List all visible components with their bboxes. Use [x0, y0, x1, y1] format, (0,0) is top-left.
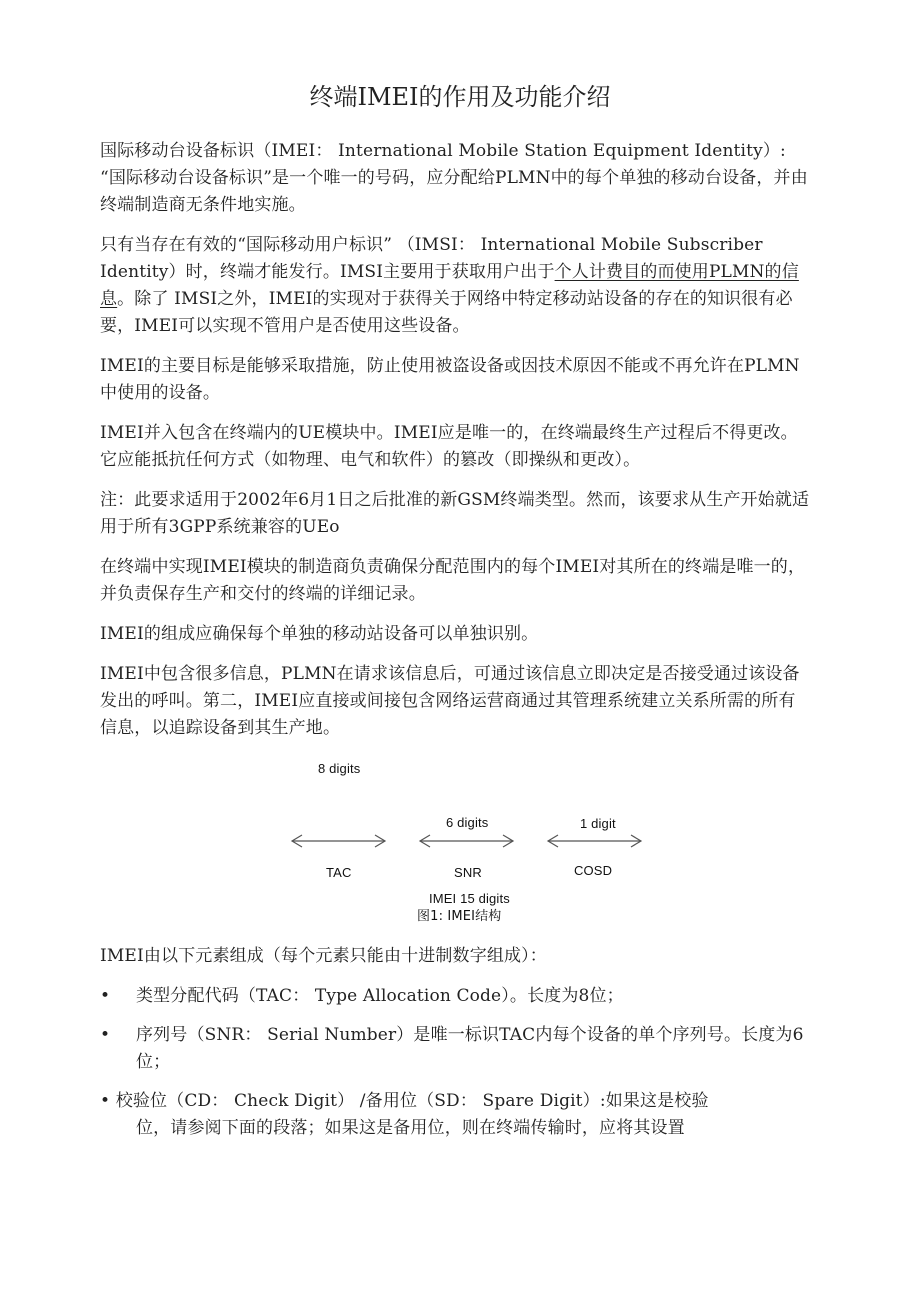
snr-digits-label: 6 digits [446, 815, 489, 830]
paragraph-imsi [100, 232, 812, 340]
paragraph-imsi-end: 。除了 IMSI之外，IMEI的实现对于获得关于网络中特定移动站设备的存在的知识很有必要，IMEI可以实现不管用户是否使用这些设备。 [100, 289, 793, 336]
paragraph-note: 注：此要求适用于2002年6月1日之后批准的新GSM终端类型。然而，该要求从生产开始就适用于所有3GPP系统兼容的UEo [100, 490, 810, 537]
paragraph-manufacturer: 在终端中实现IMEI模块的制造商负责确保分配范围内的每个IMEI对其所在的终端是唯一的，并负责保存生产和交付的终端的详细记录。 [100, 557, 806, 604]
paragraph-composition: IMEI的组成应确保每个单独的移动站设备可以单独识别。 [100, 624, 539, 644]
paragraph-imsi-start: 只有当存在有效的“国际移动用户标识” （IMSI： International Mobile Subscriber Identity）时，终端才能发行。IMSI主要用于获取用户出于 [100, 235, 763, 282]
document-title: 终端IMEI的作用及功能介绍 [309, 83, 611, 111]
bullet-tac-text: 类型分配代码（TAC： Type Allocation Code）。长度为8位； [136, 986, 624, 1006]
snr-arrow [420, 835, 513, 847]
tac-label: TAC [326, 865, 352, 880]
figure-caption: 图1: IMEI结构 [417, 909, 502, 924]
paragraph-imei-definition: 国际移动台设备标识（IMEI： International Mobile Station Equipment Identity）: “国际移动台设备标识”是一个唯一的号码，应分配给PLMN中的每个单独的移动台设备，并由终端制造商无条件地实施。 [100, 141, 808, 215]
bullet-mark: • [100, 986, 111, 1006]
imei-total-label: IMEI 15 digits [429, 891, 510, 906]
imei-structure-diagram [100, 755, 812, 925]
tac-digits-label: 8 digits [318, 761, 361, 776]
document-body [100, 138, 812, 1154]
bullet-snr-text: 序列号（SNR： Serial Number）是唯一标识TAC内每个设备的单个序列号。长度为6位； [136, 1025, 804, 1072]
bullet-tac [100, 983, 812, 1010]
tac-arrow [292, 835, 385, 847]
bullet-check-digit-head: • 校验位（CD： Check Digit） /备用位（SD： Spare Digit）:如果这是校验 [100, 1091, 709, 1111]
paragraph-imei-goal: IMEI的主要目标是能够采取措施，防止使用被盗设备或因技术原因不能或不再允许在PLMN中使用的设备。 [100, 356, 800, 403]
paragraph-ue-module: IMEI并入包含在终端内的UE模块中。IMEI应是唯一的，在终端最终生产过程后不得更改。它应能抵抗任何方式（如物理、电气和软件）的篡改（即操纵和更改）。 [100, 423, 798, 470]
bullet-snr [100, 1022, 812, 1076]
bullet-mark: • [100, 1025, 111, 1045]
paragraph-elements-intro: IMEI由以下元素组成（每个元素只能由十进制数字组成）： [100, 946, 547, 966]
paragraph-information: IMEI中包含很多信息，PLMN在请求该信息后，可通过该信息立即决定是否接受通过该设备发出的呼叫。第二，IMEI应直接或间接包含网络运营商通过其管理系统建立关系所需的所有信息，以追踪设备到其生产地。 [100, 664, 800, 738]
cd-label: COSD [574, 863, 613, 878]
bullet-check-digit [100, 1088, 812, 1142]
bullet-check-digit-tail: 位，请参阅下面的段落；如果这是备用位，则在终端传输时，应将其设置 [136, 1118, 685, 1138]
snr-label: SNR [454, 865, 482, 880]
cd-digits-label: 1 digit [580, 816, 616, 831]
underlined-phrase: 个人计费目的而使用PLMN的信息 [100, 262, 799, 309]
